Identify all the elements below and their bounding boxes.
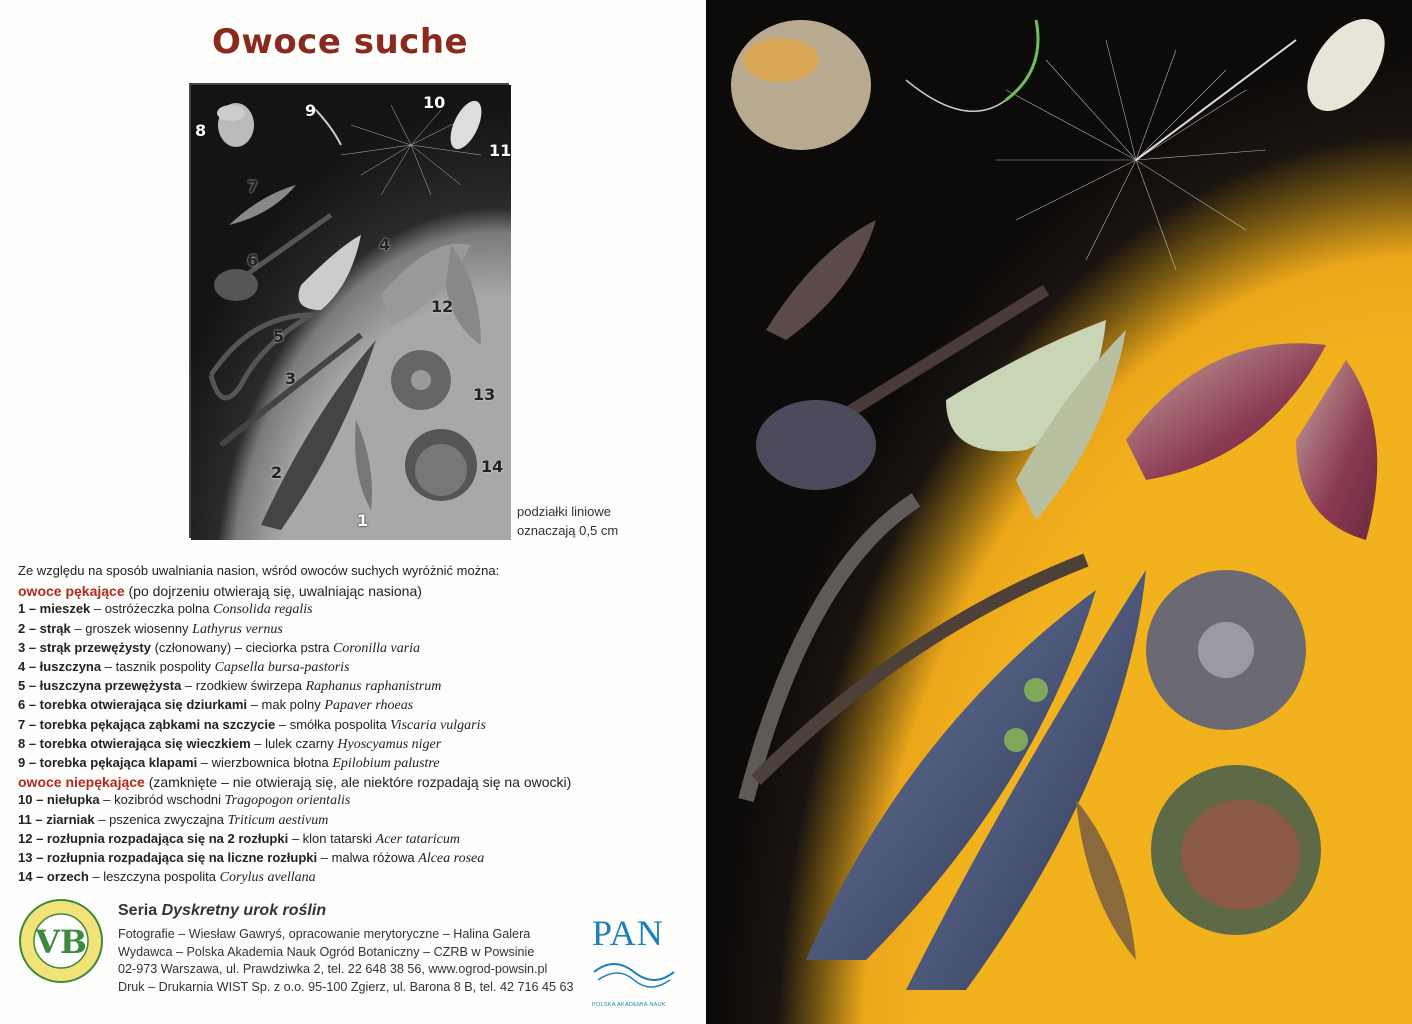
scale-note-line: oznaczają 0,5 cm xyxy=(517,523,619,538)
fruit-type: 4 – łuszczyna xyxy=(18,659,102,675)
botanic-garden-logo xyxy=(18,898,104,984)
list-item xyxy=(18,620,618,639)
legend-number: 4 xyxy=(379,235,391,254)
list-item xyxy=(18,811,618,830)
common-name: – groszek wiosenny xyxy=(70,620,193,636)
intro-text: Ze względu na sposób uwalniania nasion, wśród owoców suchych wyróżnić można: xyxy=(18,563,500,578)
fruit-type: 6 – torebka otwierająca się dziurkami xyxy=(18,697,248,713)
common-name: – leszczyna pospolita xyxy=(88,869,220,885)
latin-name: Consolida regalis xyxy=(213,602,313,618)
common-name: – mak polny xyxy=(247,697,325,713)
list-item xyxy=(18,754,618,773)
list-item xyxy=(18,716,618,735)
legend-number: 10 xyxy=(423,93,446,112)
latin-name: Papaver rhoeas xyxy=(324,698,414,714)
latin-name: Epilobium palustre xyxy=(332,756,440,772)
fruit-type: 9 – torebka pękająca klapami xyxy=(18,755,198,771)
scale-note xyxy=(517,502,618,540)
pan-logo-subtitle: POLSKA AKADEMIA NAUK xyxy=(592,1002,666,1008)
list-item xyxy=(18,735,618,754)
credit-line: Fotografie – Wiesław Gawryś, opracowanie merytoryczne – Halina Galera xyxy=(118,927,531,941)
common-name: – klon tatarski xyxy=(288,830,376,846)
fruit-type: 13 – rozłupnia rozpadająca się na liczne rozłupki xyxy=(18,850,318,866)
latin-name: Acer tataricum xyxy=(375,831,461,847)
common-name: – malwa różowa xyxy=(317,850,419,866)
latin-name: Lathyrus vernus xyxy=(192,621,283,637)
credit-line: 02-973 Warszawa, ul. Prawdziwka 2, tel. 22 648 38 56, www.ogrod-powsin.pl xyxy=(118,962,548,976)
common-name: – tasznik pospolity xyxy=(101,659,215,675)
fruits-photograph xyxy=(706,0,1412,1024)
latin-name: Hyoscyamus niger xyxy=(337,736,442,752)
scale-note-line: podziałki liniowe xyxy=(517,504,611,519)
common-name: – pszenica zwyczajna xyxy=(94,811,228,827)
common-name: (członowany) – cieciorka pstra xyxy=(150,639,334,655)
list-item xyxy=(18,868,618,887)
legend-photo-drawing xyxy=(191,85,511,540)
fruit-type: 7 – torebka pękająca ząbkami na szczycie xyxy=(18,716,276,732)
fruit-type: 11 – ziarniak xyxy=(18,811,95,827)
legend-number: 7 xyxy=(247,177,259,196)
pan-logo-text: PAN xyxy=(592,913,664,953)
latin-name: Viscaria vulgaris xyxy=(390,717,486,733)
legend-number: 6 xyxy=(247,251,259,270)
latin-name: Coronilla varia xyxy=(333,640,421,656)
list-item xyxy=(18,677,618,696)
legend-number: 12 xyxy=(431,297,454,316)
list-item xyxy=(18,696,618,715)
latin-name: Corylus avellana xyxy=(219,870,316,886)
legend-number: 8 xyxy=(195,121,207,140)
legend-number: 14 xyxy=(481,457,504,476)
fruit-type: 1 – mieszek xyxy=(18,601,91,617)
common-name: – wierzbownica błotna xyxy=(197,755,333,771)
legend-number: 11 xyxy=(489,141,512,160)
series-prefix: Seria xyxy=(118,902,162,919)
fruit-type: 10 – niełupka xyxy=(18,792,100,808)
category-heading xyxy=(18,582,618,600)
category-name: owoce niepękające xyxy=(18,774,145,791)
legend-photo xyxy=(189,83,512,538)
list-item xyxy=(18,830,618,849)
credit-line: Wydawca – Polska Akademia Nauk Ogród Botaniczny – CZRB w Powsinie xyxy=(118,944,535,959)
fruit-type: 5 – łuszczyna przewężysta xyxy=(18,678,182,694)
credits xyxy=(118,926,598,996)
series-name: Dyskretny urok roślin xyxy=(161,902,327,919)
list-item xyxy=(18,658,618,677)
pan-logo-wave xyxy=(588,912,680,1012)
latin-name: Alcea rosea xyxy=(418,851,485,867)
legend-number: 5 xyxy=(273,327,285,346)
common-name: – rzodkiew świrzepa xyxy=(181,678,306,694)
page-title: Owoce suche xyxy=(212,22,469,62)
legend-number: 13 xyxy=(473,385,496,404)
common-name: – kozibród wschodni xyxy=(99,792,225,808)
legend-number: 9 xyxy=(305,101,317,120)
category-description: (po dojrzeniu otwierają się, uwalniając nasiona) xyxy=(128,583,422,600)
latin-name: Tragopogon orientalis xyxy=(224,793,351,809)
fruit-type: 12 – rozłupnia rozpadająca się na 2 rozłupki xyxy=(18,830,289,846)
list-item xyxy=(18,849,618,868)
category-name: owoce pękające xyxy=(18,583,125,600)
legend-number: 2 xyxy=(271,463,283,482)
fruit-type: 2 – strąk xyxy=(18,620,71,636)
latin-name: Raphanus raphanistrum xyxy=(305,679,442,695)
legend-number: 1 xyxy=(357,511,369,530)
logo-letters: VB xyxy=(35,923,87,961)
list-item xyxy=(18,600,618,619)
fruit-type: 3 – strąk przewężysty xyxy=(18,639,151,655)
list-item xyxy=(18,791,618,810)
common-name: – smółka pospolita xyxy=(275,716,391,732)
common-name: – lulek czarny xyxy=(250,735,338,751)
legend-number: 3 xyxy=(285,369,297,388)
fruit-type: 14 – orzech xyxy=(18,869,89,885)
credit-line: Druk – Drukarnia WIST Sp. z o.o. 95-100 Zgierz, ul. Barona 8 B, tel. 42 716 45 63 xyxy=(118,979,574,994)
common-name: – ostróżeczka polna xyxy=(90,601,214,617)
fruit-type: 8 – torebka otwierająca się wieczkiem xyxy=(18,735,251,751)
category-description: (zamknięte – nie otwierają się, ale niektóre rozpadają się na owocki) xyxy=(148,774,572,791)
series-title xyxy=(118,902,326,920)
fruit-classification-text xyxy=(18,562,618,887)
latin-name: Triticum aestivum xyxy=(227,812,329,828)
right-page-photo xyxy=(706,0,1412,1024)
latin-name: Capsella bursa-pastoris xyxy=(214,660,350,676)
list-item xyxy=(18,639,618,658)
category-heading xyxy=(18,773,618,791)
